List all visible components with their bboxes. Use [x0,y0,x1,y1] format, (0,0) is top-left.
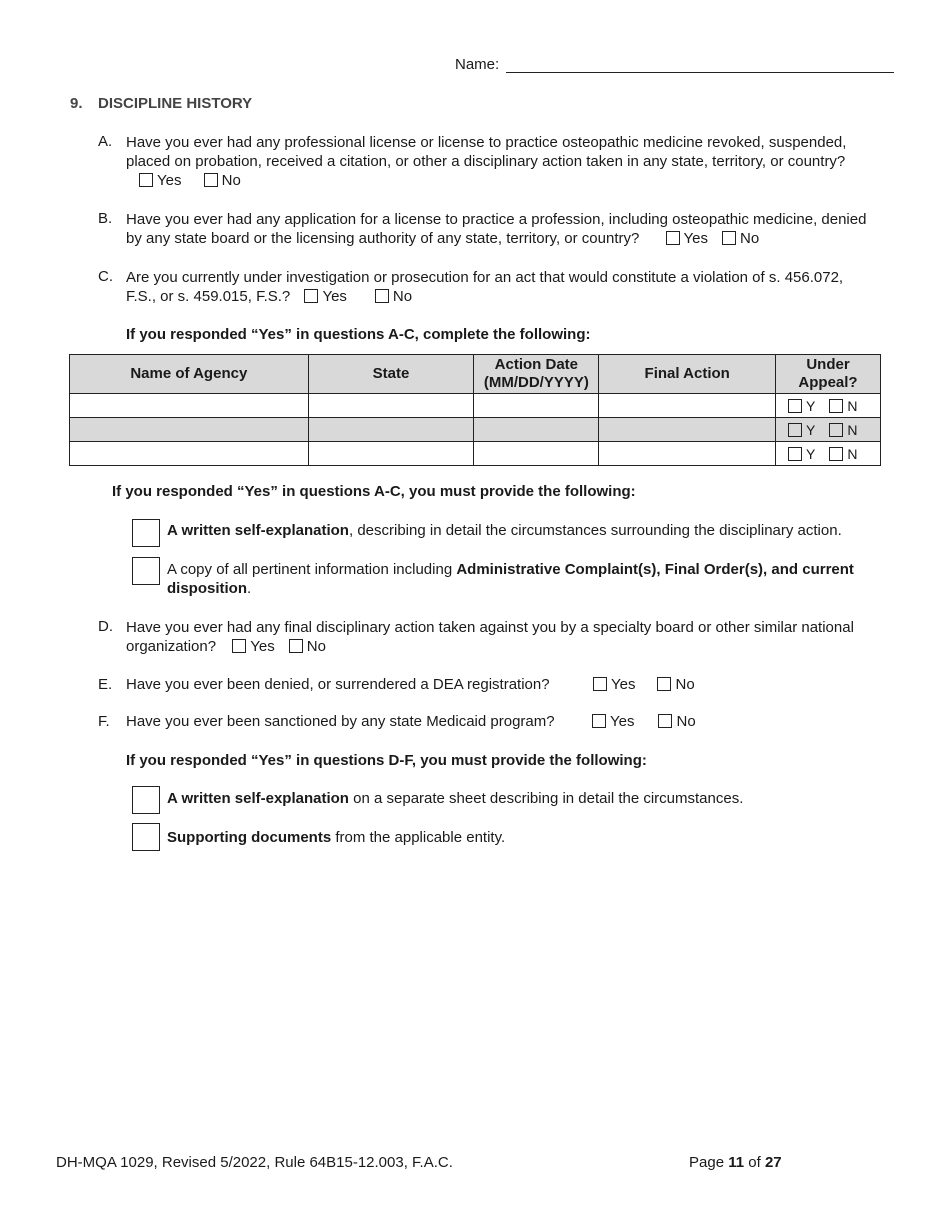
appeal-yes-checkbox[interactable] [788,399,802,413]
appeal-yes-checkbox[interactable] [788,423,802,437]
question-a-options [139,172,259,189]
ac-documents-text: A copy of all pertinent information including Administrative Complaint(s), Final Order(s), and current disposition. [167,561,854,597]
header-under-appeal: Under Appeal? [776,355,881,394]
footer-page-number: Page 11 of 27 [689,1154,782,1171]
no-label: No [392,288,413,305]
question-a-letter: A. [98,133,113,150]
question-f-no-checkbox[interactable] [658,714,672,728]
no-label: No [676,713,696,730]
question-b-text: Have you ever had any application for a license to practice a profession, including osteopathic medicine, denied by any state board or the licensing authority of any state, territory, or country? Yes No [126,211,867,247]
question-c-yes-checkbox[interactable] [304,289,318,303]
yes-label: Yes [322,288,347,305]
footer-form-id: DH-MQA 1029, Revised 5/2022, Rule 64B15-12.003, F.A.C. [56,1154,453,1171]
df-self-explanation-checkbox[interactable] [132,786,160,814]
question-a-text: Have you ever had any professional license or license to practice osteopathic medicine revoked, suspended, placed on probation, received a citation, or other a disciplinary action taken in any state, territory, or country? [126,134,847,170]
state-cell[interactable] [308,418,474,442]
yes-label: Yes [157,172,182,189]
ac-documents-checkbox[interactable] [132,557,160,585]
df-requirements-intro: If you responded “Yes” in questions D-F, you must provide the following: [126,752,647,769]
header-agency: Name of Agency [70,355,309,394]
question-a-yes-checkbox[interactable] [139,173,153,187]
name-label: Name: [455,56,500,73]
agency-cell[interactable] [70,442,309,466]
appeal-cell [776,394,881,418]
question-d-no-checkbox[interactable] [289,639,303,653]
ac-requirements-intro: If you responded “Yes” in questions A-C, you must provide the following: [112,483,636,500]
name-field[interactable] [506,72,894,73]
question-b-no-checkbox[interactable] [722,231,736,245]
section-number: 9. [70,95,83,112]
date-cell[interactable] [474,394,599,418]
question-e-no-checkbox[interactable] [657,677,671,691]
table-header-row [70,355,881,394]
agency-cell[interactable] [70,394,309,418]
question-f-options [592,713,714,730]
final-action-cell[interactable] [599,418,776,442]
n-label: N [847,445,858,462]
question-c-text: Are you currently under investigation or prosecution for an act that would constitute a violation of s. 456.072, F.S., or s. 459.015, F.S.? Yes No [126,269,844,305]
question-f-yes-checkbox[interactable] [592,714,606,728]
appeal-cell [776,418,881,442]
ac-self-explanation-checkbox[interactable] [132,519,160,547]
question-a-no-checkbox[interactable] [204,173,218,187]
no-label: No [675,676,695,693]
header-action-date: Action Date (MM/DD/YYYY) [474,355,599,394]
yes-label: Yes [610,713,635,730]
discipline-table [69,354,881,466]
appeal-no-checkbox[interactable] [829,399,843,413]
df-self-explanation-text: A written self-explanation on a separate sheet describing in detail the circumstances. [167,790,744,807]
df-supporting-documents-text: Supporting documents from the applicable entity. [167,829,506,846]
question-b-yes-checkbox[interactable] [666,231,680,245]
date-cell[interactable] [474,418,599,442]
yes-label: Yes [250,638,275,655]
table-row [70,394,881,418]
final-action-cell[interactable] [599,394,776,418]
question-e-text: Have you ever been denied, or surrendered a DEA registration? [126,676,550,693]
no-label: No [306,638,326,655]
question-c-letter: C. [98,268,113,285]
question-e-yes-checkbox[interactable] [593,677,607,691]
question-e-options [593,676,713,693]
final-action-cell[interactable] [599,442,776,466]
df-supporting-documents-checkbox[interactable] [132,823,160,851]
no-label: No [221,172,241,189]
y-label: Y [806,421,816,438]
question-c-no-checkbox[interactable] [375,289,389,303]
question-f-text: Have you ever been sanctioned by any state Medicaid program? [126,713,555,730]
table-row [70,442,881,466]
ac-self-explanation-text: A written self-explanation, describing in detail the circumstances surrounding the disciplinary action. [167,522,842,539]
header-state: State [308,355,474,394]
n-label: N [847,421,858,438]
appeal-no-checkbox[interactable] [829,423,843,437]
y-label: Y [806,445,816,462]
state-cell[interactable] [308,442,474,466]
question-b-letter: B. [98,210,113,227]
table-row [70,418,881,442]
no-label: No [739,230,760,247]
question-d-letter: D. [98,618,113,635]
header-final-action: Final Action [599,355,776,394]
question-f-letter: F. [98,713,110,730]
yes-label: Yes [683,230,708,247]
y-label: Y [806,397,816,414]
yes-label: Yes [611,676,636,693]
question-d-yes-checkbox[interactable] [232,639,246,653]
appeal-cell [776,442,881,466]
table-intro: If you responded “Yes” in questions A-C, complete the following: [126,326,591,343]
appeal-no-checkbox[interactable] [829,447,843,461]
agency-cell[interactable] [70,418,309,442]
question-d-text: Have you ever had any final disciplinary action taken against you by a specialty board or other similar national organization? Yes No [126,619,854,655]
appeal-yes-checkbox[interactable] [788,447,802,461]
state-cell[interactable] [308,394,474,418]
n-label: N [847,397,858,414]
section-title: DISCIPLINE HISTORY [98,95,253,112]
date-cell[interactable] [474,442,599,466]
question-e-letter: E. [98,676,113,693]
